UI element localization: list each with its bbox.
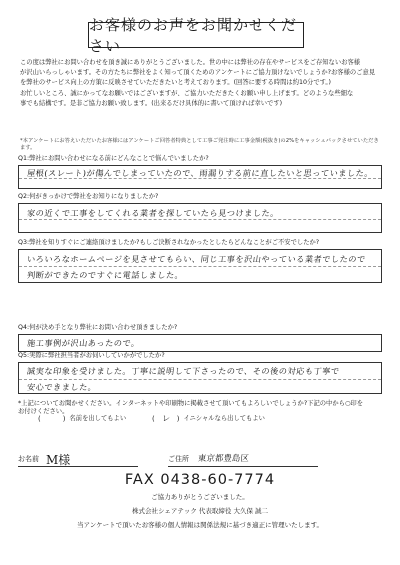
name-address-row [18,452,382,466]
question-1-answer-line-1: 屋根(スレート)が傷んでしまっていたので、雨漏りする前に直したいと思っていました。 [26,168,374,178]
question-4-label: Q4:何が決め手となり弊社にお問い合わせ頂きましたか? [18,324,178,331]
answer-rule [19,219,381,220]
question-1-answer-box[interactable] [18,165,382,189]
intro-text: この度は弊社にお問い合わせを頂き誠にありがとうございました。世の中には弊社の存在やサービスをご存知ないお客様 が沢山いらっしゃいます。その方たちに弊社をよく知って頂くためのアンケートにご協力頂けないでしょうか?お客様のご意見 を弊社のサービス向上の方策に反映させていただきたいと考えております。(回答に要する時間は約10分です。) お忙しいところ、誠にかってなお願いではございますが、ご協力いただきたくお願い申し上げます。どのような些細な 事でも結構です。是非ご協力お願い致します。(出来るだけ具体的に書いて頂ければ幸いです) [20,59,376,107]
question-5-answer-box[interactable] [18,362,382,394]
question-2-answer-line-1: 家の近くで工事をしてくれる業者を探していたら見つけました。 [26,208,280,218]
answer-rule [19,266,381,267]
question-5-label: Q5:実際に弊社担当者がお伺いしていかがでしたか? [18,352,165,359]
consent-option-initial-label: イニシャルなら出してもよい [183,415,265,422]
name-label: お名前 [18,455,39,463]
address-underline [168,466,318,467]
page-title [88,16,304,55]
question-3-answer-box[interactable] [18,249,382,283]
cashback-note: *本アンケートにお答えいただいたお客様にはアンケートご回答者特典として工事ご発注時に工事金額(税抜き)の2%をキャッシュバックさせていただきます。 [20,138,379,151]
question-2-label: Q2:何がきっかけで弊社をお知りになりましたか? [18,193,159,200]
close-paren: ) [62,415,66,423]
consent-option-name[interactable] [38,414,126,424]
question-3-answer-line-2: 判断ができたのですぐに電話しました。 [26,270,184,280]
question-5-answer-line-2: 安心できました。 [26,382,98,392]
title-text: お客様のお声をお聞かせください [89,16,298,55]
open-paren: ( [38,415,41,423]
address-label: ご住所 [168,455,189,463]
name-underline [18,466,138,467]
question-4-answer-line-1: 施工事例が沢山あったので。 [26,338,141,348]
thanks-text: ご協力ありがとうございました。 [151,493,249,501]
question-2-answer-box[interactable] [18,203,382,233]
question-4-answer-box[interactable] [18,334,382,352]
consent-option-name-label: 名前を出してもよい [69,415,127,422]
consent-option-initial-mark: レ [161,414,171,423]
answer-rule [19,379,381,380]
fax-number: FAX 0438-60-7774 [124,472,276,488]
consent-question: *上記についてお聞かせください。インターネットや印刷物に掲載させて頂いてもよろしいでしょうか?下記の中から○印を お付けください。 [18,400,364,415]
privacy-notice: 当アンケートで頂いたお客様の個人情報は関係法規に基づき適正に管理いたします。 [76,521,324,529]
question-3-answer-line-1: いろいろなホームページを見させてもらい、同じ工事を沢山やっている業者でしたので [26,254,367,264]
consent-option-initial[interactable] [152,414,265,424]
open-paren: ( [152,415,155,423]
close-paren: ) [176,415,180,423]
company-signature: 株式会社シェアテック 代表取締役 大久保 誠二 [131,507,269,515]
question-5-answer-line-1: 誠実な印象を受けました。丁寧に説明して下さったので、その後の対応も丁寧で [26,366,341,376]
address-field[interactable]: 東京都豊島区 [197,454,250,464]
name-field[interactable]: M様 [46,453,71,467]
question-3-label: Q3:弊社を知りすぐにご連絡頂けましたか?もしご決断されなかったとしたらどんなことがご不安でしたか? [18,239,320,246]
question-1-label: Q1:弊社にお問い合わせになる前にどんなことで悩んでいましたか? [18,155,209,162]
